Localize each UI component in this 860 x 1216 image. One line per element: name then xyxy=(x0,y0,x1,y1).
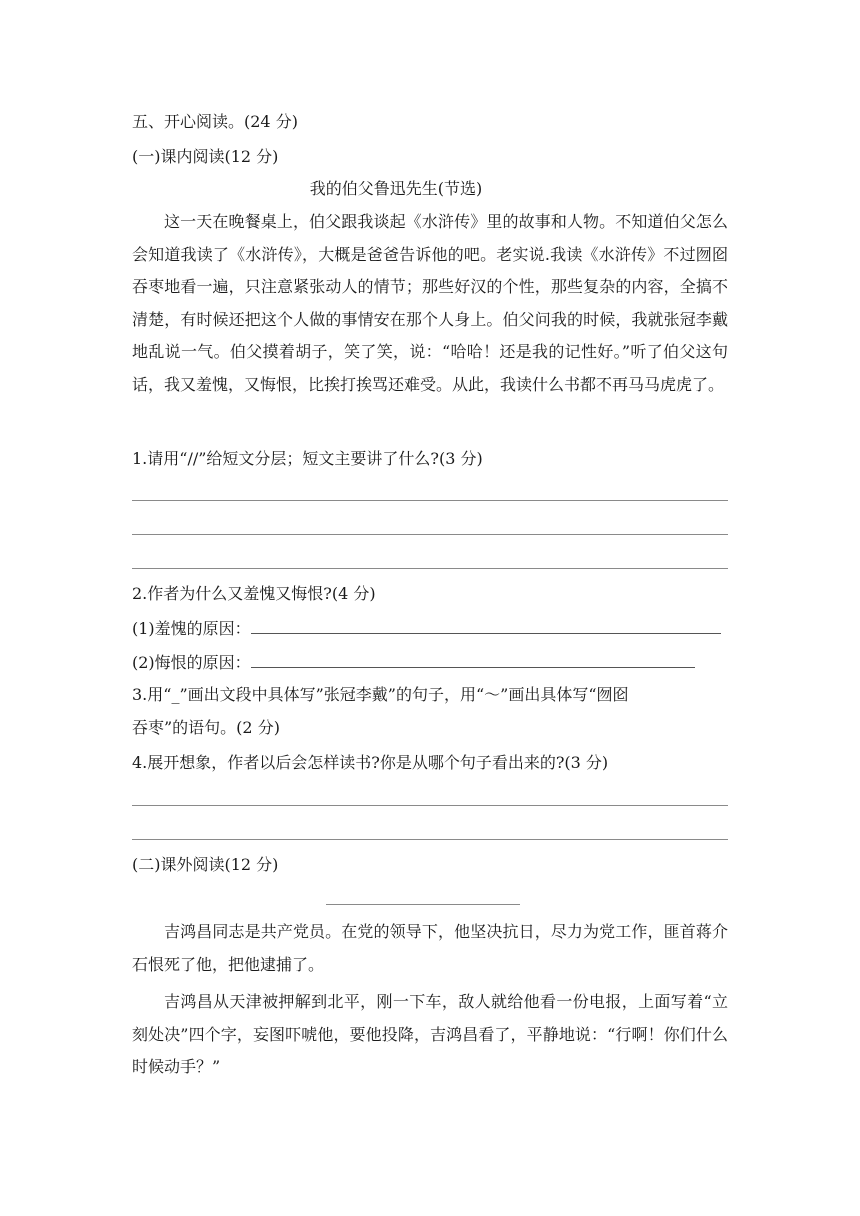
title-blank-line[interactable] xyxy=(326,904,520,905)
answer-blank[interactable] xyxy=(251,617,721,634)
question-2a-row xyxy=(132,617,721,640)
extracurricular-paragraph-2: 吉鸿昌从天津被押解到北平，刚一下车，敌人就给他看一份电报，上面写着“立刻处决”四个字，妄图吓唬他，要他投降，吉鸿昌看了，平静地说：“行啊！你们什么时候动手？” xyxy=(132,992,728,1077)
question-4: 4.展开想象，作者以后会怎样读书?你是从哪个句子看出来的?(3 分) xyxy=(132,753,609,772)
section-heading: 五、开心阅读。(24 分) xyxy=(132,112,298,131)
question-1: 1.请用“//”给短文分层；短文主要讲了什么?(3 分) xyxy=(132,449,483,468)
passage-title: 我的伯父鲁迅先生(节选) xyxy=(309,179,483,198)
answer-line[interactable] xyxy=(132,805,728,806)
question-2: 2.作者为什么又羞愧又悔恨?(4 分) xyxy=(132,584,376,603)
question-3-line1: 3.用“_”画出文段中具体写”张冠李戴”的句子，用“～”画出具体写“囫囵 xyxy=(132,685,629,704)
answer-line[interactable] xyxy=(132,534,728,535)
part2-heading: (二)课外阅读(12 分) xyxy=(132,855,279,874)
extracurricular-paragraph-1: 吉鸿昌同志是共产党员。在党的领导下，他坚决抗日，尽力为党工作，匪首蒋介石恨死了他，把他逮捕了。 xyxy=(132,922,728,974)
answer-line[interactable] xyxy=(132,568,728,569)
question-2a-label: (1)羞愧的原因： xyxy=(132,619,251,638)
question-3-line2: 吞枣”的语句。(2 分) xyxy=(132,718,280,737)
question-2b-label: (2)悔恨的原因： xyxy=(132,653,251,672)
question-2b-row xyxy=(132,651,695,674)
reading-passage: 这一天在晚餐桌上，伯父跟我谈起《水浒传》里的故事和人物。不知道伯父怎么会知道我读了《水浒传》，大概是爸爸告诉他的吧。老实说.我读《水浒传》不过囫囵吞枣地看一遍，只注意紧张动人的情节；那些好汉的个性，那些复杂的内容，全搞不清楚，有时候还把这个人做的事情安在那个人身上。伯父问我的时候，我就张冠李戴地乱说一气。伯父摸着胡子，笑了笑，说：“哈哈！还是我的记性好。”听了伯父这句话，我又羞愧，又悔恨，比挨打挨骂还难受。从此，我读什么书都不再马马虎虎了。 xyxy=(132,212,728,394)
answer-line[interactable] xyxy=(132,500,728,501)
answer-line[interactable] xyxy=(132,839,728,840)
part1-heading: (一)课内阅读(12 分) xyxy=(132,147,279,166)
answer-blank[interactable] xyxy=(251,651,695,668)
